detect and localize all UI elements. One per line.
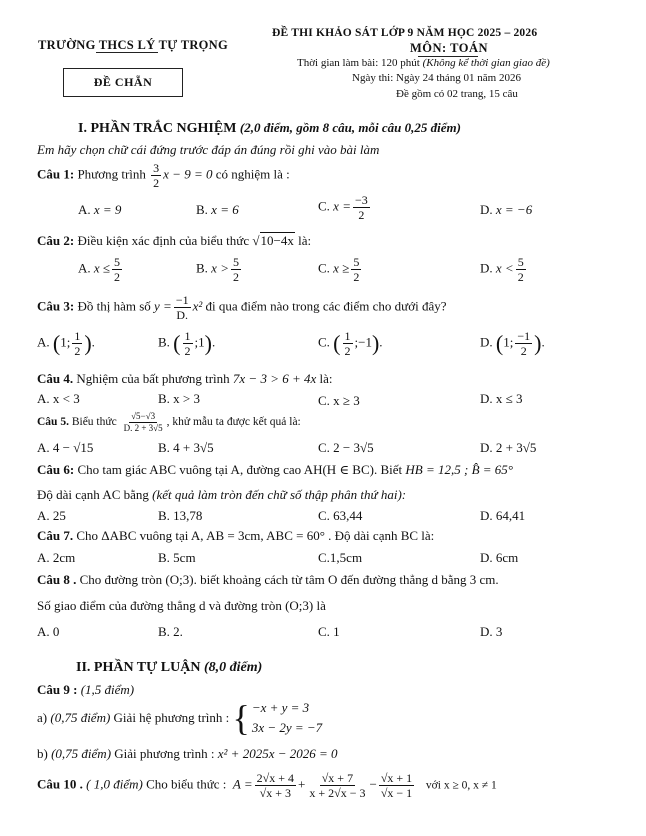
q3-option-a[interactable]: A. (1; $\frac{1}{2}$ ). (37, 329, 95, 358)
q3-a-x: 1; (60, 334, 71, 350)
q10-f3-num: √x + 1 (380, 771, 413, 785)
q5-post: , khử mẫu ta được kết quả là: (166, 416, 301, 429)
q1-frac-den: 2 (153, 176, 160, 190)
q10-f1-den: √x + 3 (259, 786, 291, 800)
q3-d-num: −1 (517, 329, 531, 343)
q2-post: là: (298, 233, 312, 248)
q3-c-den: 2 (344, 344, 351, 358)
question-8 (37, 572, 499, 588)
question-7 (37, 528, 434, 544)
q2-c-pre: x ≥ (333, 260, 350, 276)
q4-post: là: (319, 371, 333, 386)
q8-option-c[interactable]: C. 1 (318, 624, 340, 639)
school-name: TRƯỜNG THCS LÝ TỰ TRỌNG (38, 38, 229, 52)
q3-x2: x² (192, 298, 203, 314)
q2-b-den: 2 (232, 270, 239, 284)
q8-text: Cho đường tròn (O;3). biết khoảng cách từ tâm O đến đường thẳng d bằng 3 cm. (79, 572, 499, 587)
q4-option-d[interactable]: D. x ≤ 3 (480, 391, 523, 406)
q9-label: Câu 9 : (37, 682, 78, 697)
q1-post: có nghiệm là : (215, 166, 290, 182)
question-10: Câu 10 . ( 1,0 điểm) Cho biểu thức : A = $\frac{2√x + 4}{√x + 3}$ + $\frac{√x + 7}{x + 2√x - 3}$ − $\frac{√x + 1}{√x - 1}$ với x ≥ 0, x ≠ 1 (37, 771, 497, 800)
q10-label: Câu 10 . (37, 776, 83, 792)
q6-option-c[interactable]: C. 63,44 (318, 508, 363, 523)
q10-f2-den: x + 2√x − 3 (309, 786, 366, 800)
q3-c-lparen: ( (333, 330, 341, 356)
q3-b-den: 2 (184, 344, 191, 358)
system-eq-2: 3x − 2y = −7 (251, 719, 323, 735)
q2-a-den: 2 (114, 270, 121, 284)
q1-frac-num: 3 (153, 161, 160, 175)
q2-d-den: 2 (517, 270, 524, 284)
q2-d-fraction (516, 256, 526, 283)
q3-c-y: ;−1 (354, 334, 372, 350)
exam-date: Ngày thi: Ngày 24 tháng 01 năm 2026 (352, 72, 521, 84)
q10-a: A = (232, 776, 253, 792)
q2-c-fraction (351, 256, 361, 283)
section-1-instruction: Em hãy chọn chữ cái đứng trước đáp án đúng rồi ghi vào bài làm (37, 142, 380, 157)
q6-label: Câu 6: (37, 462, 75, 477)
q3-b-fraction (183, 330, 193, 357)
q8-option-b[interactable]: B. 2. (158, 624, 183, 639)
q2-d-pre: x < (495, 260, 514, 276)
q6-line2-text: Độ dài cạnh AC bằng (37, 487, 149, 502)
q8-line-2: Số giao điểm của đường thẳng d và đường tròn (O;3) là (37, 598, 326, 613)
q2-d-label: D. (480, 260, 493, 276)
q10-frac-3 (379, 772, 414, 799)
q2-radicand: 10−4x (260, 233, 294, 248)
q8-label: Câu 8 . (37, 572, 77, 587)
q3-label: Câu 3: (37, 298, 75, 314)
q10-condition: với x ≥ 0, x ≠ 1 (425, 779, 497, 792)
q3-den: D. (176, 308, 189, 322)
q6-line2-note: (kết quả làm tròn đến chữ số thập phân thứ hai): (152, 487, 407, 502)
q3-c-rparen: ) (371, 330, 380, 356)
q5-option-d[interactable]: D. 2 + 3√5 (480, 440, 537, 455)
q3-fraction (174, 294, 191, 321)
q3-c-num: 1 (344, 329, 351, 343)
section-2-heading: II. PHẦN TỰ LUẬN (76, 660, 201, 675)
q6-given: HB = 12,5 ; B̂ = 65° (405, 462, 513, 477)
q2-d-num: 5 (517, 255, 524, 269)
q3-d-fraction (515, 330, 532, 357)
q10-frac-1 (255, 772, 296, 799)
q1-a-label: A. (78, 202, 91, 217)
q8-option-d[interactable]: D. 3 (480, 624, 503, 639)
q3-d-x: 1; (503, 334, 514, 350)
q10-f2-num: √x + 7 (321, 771, 354, 785)
q1-c-den: 2 (358, 208, 365, 222)
q1-d-value: x = −6 (495, 202, 533, 217)
q7-label: Câu 7. (37, 528, 74, 543)
q5-text: Biểu thức (71, 416, 117, 429)
q5-option-c[interactable]: C. 2 − 3√5 (318, 440, 374, 455)
q3-a-fraction (72, 330, 82, 357)
q3-b-lparen: ( (173, 330, 181, 356)
q4-option-c[interactable]: C. x ≥ 3 (318, 393, 360, 408)
q1-fraction (151, 162, 161, 189)
q9a-note: (0,75 điểm) (50, 709, 111, 725)
question-3 (37, 294, 447, 321)
q4-option-a[interactable]: A. x < 3 (37, 391, 80, 406)
q3-a-lparen: ( (52, 330, 61, 356)
q3-b-label: B. (158, 334, 170, 350)
q2-a-fraction (112, 256, 122, 283)
q3-pre: Đồ thị hàm số (77, 298, 151, 314)
q2-option-b[interactable] (196, 256, 243, 283)
q3-d-label: D. (480, 334, 493, 350)
q9a-label: a) (37, 709, 48, 725)
q7-option-c[interactable]: C.1,5cm (318, 550, 363, 565)
q1-b-label: B. (196, 202, 208, 217)
q9-note: (1,5 điểm) (80, 682, 135, 697)
q3-option-c[interactable]: C. ( $\frac{1}{2}$ ;−1). (318, 329, 383, 358)
q9a-text-wrap (37, 710, 229, 726)
q3-num: −1 (175, 293, 189, 307)
q1-expr: x − 9 = 0 (163, 166, 213, 182)
question-5 (37, 412, 301, 433)
q9-part-b (37, 746, 338, 762)
q9a-system (233, 698, 323, 737)
q5-option-a[interactable]: A. 4 − √15 (37, 440, 94, 455)
section-1-note: (2,0 điểm, gồm 8 câu, mỗi câu 0,25 điểm) (239, 120, 461, 135)
q4-label: Câu 4. (37, 371, 74, 386)
section-2-title (76, 660, 262, 676)
exam-code-box: ĐỀ CHẴN (63, 68, 183, 97)
q2-b-pre: x > (211, 260, 229, 276)
q2-label: Câu 2: (37, 233, 75, 248)
q2-b-fraction (231, 256, 241, 283)
q1-c-pre: x = (333, 198, 351, 214)
q4-option-b[interactable]: B. x > 3 (158, 391, 201, 406)
q5-label: Câu 5. (37, 416, 69, 429)
q8-option-a[interactable]: A. 0 (37, 624, 60, 639)
q1-option-d[interactable] (480, 202, 532, 218)
q10-text: Cho biểu thức : (146, 776, 227, 792)
q2-a-num: 5 (114, 255, 121, 269)
q1-option-a[interactable] (78, 202, 121, 218)
system-brace: { (232, 697, 250, 738)
section-1-heading: I. PHẦN TRẮC NGHIỆM (78, 121, 237, 136)
question-4 (37, 371, 333, 387)
q3-option-d[interactable]: D. (1; $\frac{-1}{2}$ ). (480, 329, 545, 358)
q2-option-d[interactable] (480, 256, 528, 283)
q1-b-value: x = 6 (211, 202, 239, 217)
q1-d-label: D. (480, 202, 493, 217)
q3-d-den: 2 (520, 344, 527, 358)
q9-part-a (37, 698, 322, 737)
q10-note: ( 1,0 điểm) (86, 776, 143, 792)
q6-option-b[interactable]: B. 13,78 (158, 508, 203, 523)
exam-time (297, 57, 550, 69)
q1-c-num: −3 (354, 193, 368, 207)
q6-option-d[interactable]: D. 64,41 (480, 508, 526, 523)
q7-option-a[interactable]: A. 2cm (37, 550, 76, 565)
q3-c-fraction (343, 330, 353, 357)
q4-text: Nghiệm của bất phương trình (76, 371, 230, 386)
q2-option-a[interactable] (78, 256, 124, 283)
q3-a-label: A. (37, 334, 50, 350)
section-1-title (78, 120, 461, 137)
question-2 (37, 233, 311, 249)
q10-frac-2 (307, 772, 367, 799)
q1-c-label: C. (318, 198, 330, 214)
page-count: Đề gồm có 02 trang, 15 câu (396, 88, 518, 100)
q1-c-fraction (353, 194, 370, 221)
q3-b-num: 1 (184, 329, 191, 343)
q2-c-num: 5 (353, 255, 360, 269)
q5-fraction (122, 412, 165, 433)
q6-text: Cho tam giác ABC vuông tại A, đường cao AH(H ∈ BC). Biết (77, 462, 403, 477)
q9b-label: b) (37, 746, 48, 761)
time-label: Thời gian làm bài: 120 phút (297, 57, 420, 69)
q1-pre: Phương trình (77, 166, 146, 182)
q5-num: √5−√3 (131, 411, 156, 421)
q3-option-b[interactable]: B. ( $\frac{1}{2}$ ;1). (158, 329, 216, 358)
q2-c-den: 2 (353, 270, 360, 284)
time-note: (Không kể thời gian giao đề) (422, 57, 550, 69)
q9b-text: Giải phương trình : (114, 746, 215, 761)
q1-option-b[interactable] (196, 202, 239, 218)
q5-den: D. 2 + 3√5 (123, 423, 163, 433)
school-underline (96, 52, 158, 53)
subject: MÔN: TOÁN (410, 41, 488, 55)
q2-b-num: 5 (232, 255, 239, 269)
q3-b-rparen: ) (204, 330, 212, 356)
q10-f1-num: 2√x + 4 (256, 771, 294, 785)
q10-f3-den: √x − 1 (380, 786, 413, 800)
question-1 (37, 162, 290, 189)
q3-d-lparen: ( (495, 330, 504, 356)
q2-option-c[interactable] (318, 256, 363, 283)
q3-a-den: 2 (74, 344, 81, 358)
system-lines (252, 698, 322, 737)
q3-b-y: ;1 (194, 334, 205, 350)
q3-a-rparen: ) (84, 330, 92, 356)
q2-a-label: A. (78, 260, 91, 276)
question-9 (37, 682, 134, 698)
q7-option-b[interactable]: B. 5cm (158, 550, 196, 565)
q4-expr: 7x − 3 > 6 + 4x (232, 371, 317, 386)
q9b-expr: x² + 2025x − 2026 = 0 (217, 746, 338, 761)
question-6 (37, 462, 513, 478)
q2-text: Điều kiện xác định của biểu thức (77, 233, 250, 248)
system-eq-1: −x + y = 3 (251, 700, 310, 715)
q5-option-b[interactable]: B. 4 + 3√5 (158, 440, 214, 455)
q6-option-a[interactable]: A. 25 (37, 508, 66, 523)
q7-text: Cho ΔABC vuông tại A, AB = 3cm, ABC = 60° . Độ dài cạnh BC là: (76, 528, 435, 543)
section-2-note: (8,0 điểm) (203, 660, 263, 675)
q9b-note: (0,75 điểm) (51, 746, 112, 761)
q3-y: y = (154, 298, 172, 314)
q9a-text: Giải hệ phương trình : (113, 709, 230, 725)
q1-option-c[interactable] (318, 194, 372, 221)
exam-title: ĐỀ THI KHẢO SÁT LỚP 9 NĂM HỌC 2025 – 2026 (272, 27, 538, 39)
q2-radical: √10−4x (252, 233, 294, 248)
q3-d-rparen: ) (534, 330, 542, 356)
q2-a-pre: x ≤ (93, 260, 111, 276)
q7-option-d[interactable]: D. 6cm (480, 550, 519, 565)
q2-c-label: C. (318, 260, 330, 276)
q2-b-label: B. (196, 260, 208, 276)
q3-a-num: 1 (74, 329, 81, 343)
q3-post: đi qua điểm nào trong các điểm cho dưới đây? (205, 298, 447, 314)
q1-label: Câu 1: (37, 166, 75, 182)
q6-line-2 (37, 487, 406, 503)
q3-c-label: C. (318, 334, 330, 350)
q1-a-value: x = 9 (93, 202, 122, 217)
